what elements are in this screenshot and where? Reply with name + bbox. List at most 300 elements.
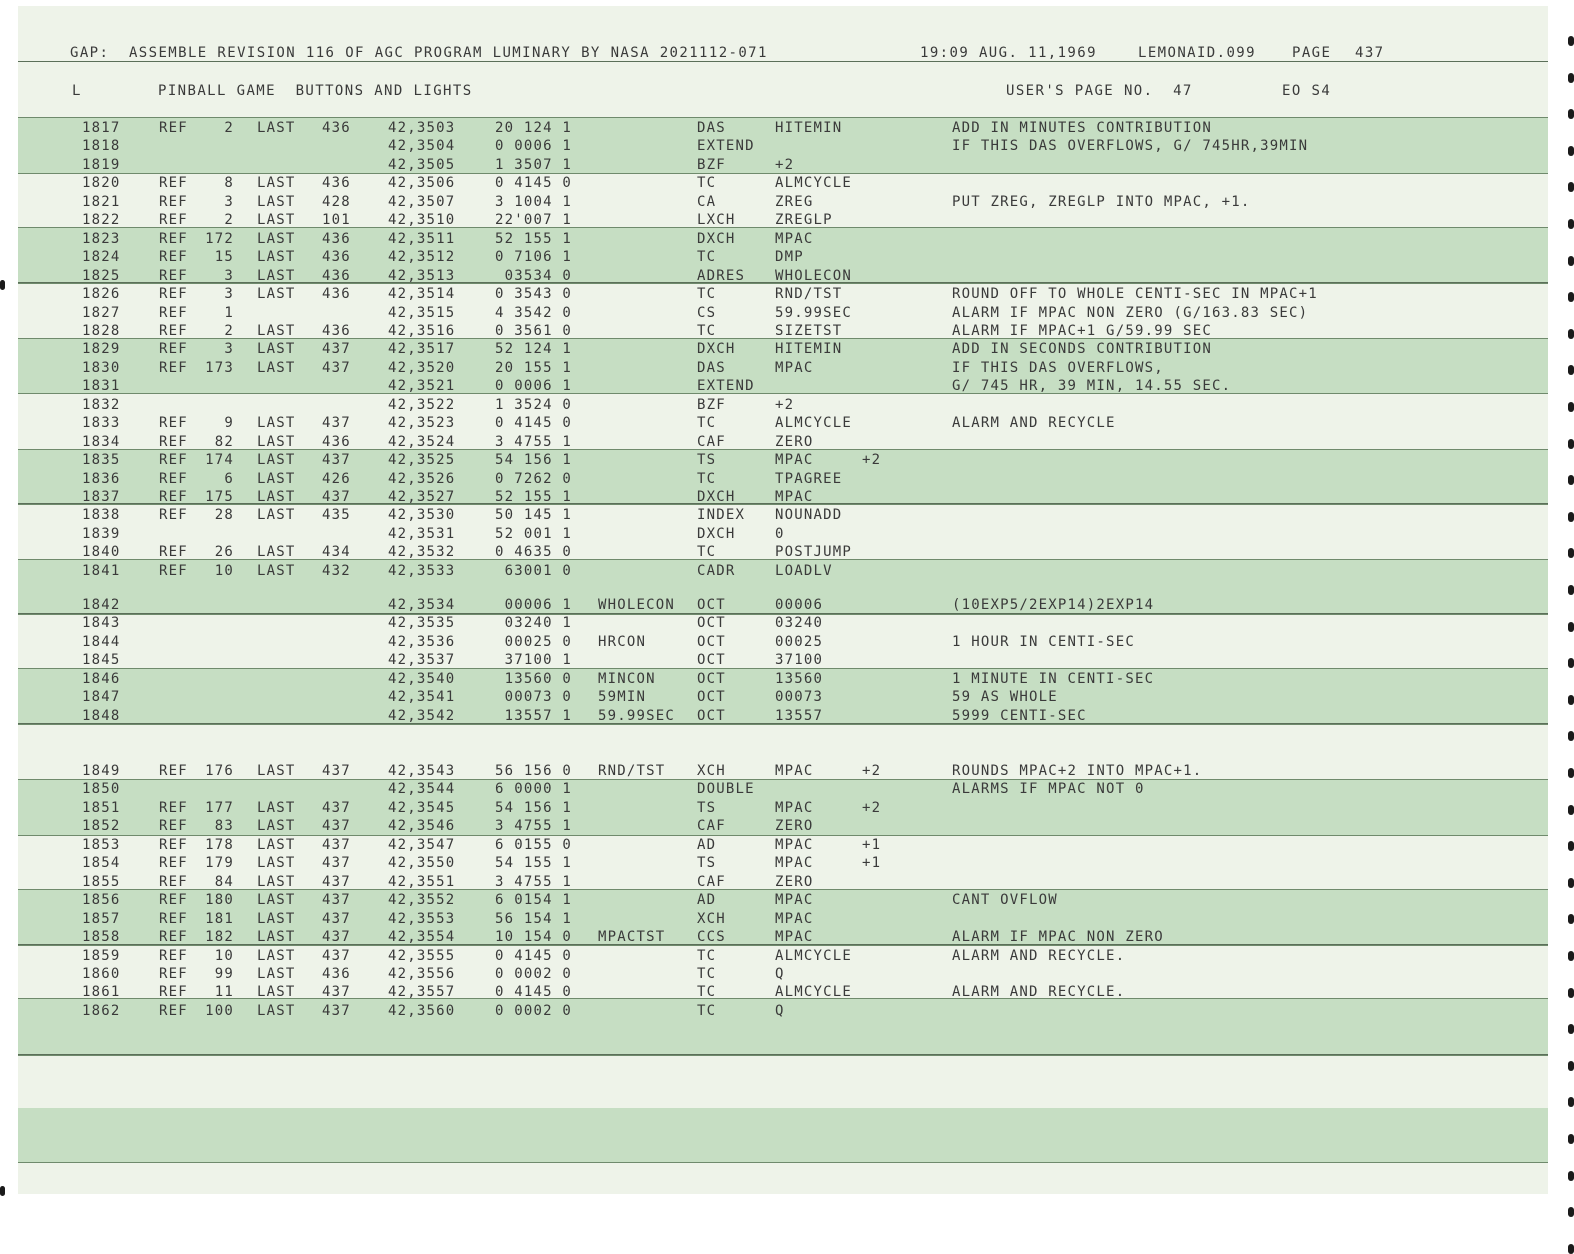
cell-rn: 177 [205,799,234,816]
cell-op: OCT [697,652,726,669]
cell-line: 1844 [82,633,121,650]
cell-rn: 3 [224,341,234,358]
cell-addr: 42,3504 [388,138,456,155]
cell-rn: 3 [224,267,234,284]
users-page-number: USER'S PAGE NO. 47 [1006,83,1193,99]
cell-op: XCH [697,910,726,927]
cell-line: 1855 [82,873,121,890]
cell-rn: 179 [205,855,234,872]
cell-operand: MPAC [775,230,814,247]
cell-op: DOUBLE [697,781,755,798]
cell-comment: ALARM IF MPAC+1 G/59.99 SEC [952,322,1212,339]
cell-code: 3 4755 1 [494,818,572,835]
listing-row [0,359,1574,377]
cell-code: 22'007 1 [494,212,572,229]
cell-op: DAS [697,120,726,136]
cell-rn: 83 [214,818,234,835]
cell-r: REF [159,892,188,909]
cell-l: LAST [257,984,296,1001]
cell-r: REF [159,507,188,524]
listing-row [0,137,1574,155]
tractor-hole [1568,475,1574,485]
cell-op: TC [697,249,717,266]
cell-operand: ALMCYCLE [775,175,853,192]
cell-rn: 3 [224,193,234,210]
cell-op: DXCH [697,230,736,247]
cell-line: 1860 [82,965,121,982]
tractor-hole [1568,512,1574,522]
cell-comment: ALARMS IF MPAC NOT 0 [952,781,1145,798]
cell-comment: 5999 CENTI-SEC [952,707,1087,724]
cell-operand: 00073 [775,689,824,706]
cell-label: WHOLECON [598,597,676,613]
cell-operand: RND/TST [775,286,843,303]
cell-r: REF [159,267,188,284]
cell-operand: WHOLECON [775,267,853,284]
cell-lp: 437 [322,1002,351,1019]
cell-rn: 182 [205,929,234,946]
cell-line: 1825 [82,267,121,284]
cell-operand: ZERO [775,433,814,450]
tractor-hole [1568,951,1574,961]
cell-code: 52 001 1 [494,525,572,542]
tractor-hole [1568,1207,1574,1217]
cell-comment: ALARM AND RECYCLE. [952,984,1126,1001]
cell-addr: 42,3506 [388,175,456,192]
cell-label: MINCON [598,670,656,687]
tractor-hole [1568,1171,1574,1181]
cell-addr: 42,3521 [388,378,456,395]
cell-op: XCH [697,763,726,779]
cell-line: 1824 [82,249,121,266]
cell-line: 1834 [82,433,121,450]
cell-operand: ZREG [775,193,814,210]
cell-l: LAST [257,286,296,303]
cell-line: 1828 [82,322,121,339]
cell-operand: MPAC [775,799,814,816]
cell-line: 1861 [82,984,121,1001]
cell-operand: MPAC [775,929,814,946]
cell-op: TC [697,322,717,339]
tractor-hole [1568,292,1574,302]
cell-line: 1850 [82,781,121,798]
cell-addr: 42,3555 [388,947,456,964]
cell-l: LAST [257,562,296,579]
cell-op: OCT [697,689,726,706]
cell-line: 1821 [82,193,121,210]
listing-row [0,433,1574,451]
cell-addr: 42,3513 [388,267,456,284]
cell-addr: 42,3556 [388,965,456,982]
cell-rn: 10 [214,947,234,964]
listing-row [0,174,1574,192]
cell-r: REF [159,359,188,376]
cell-operand: 00025 [775,633,824,650]
cell-line: 1830 [82,359,121,376]
cell-code: 20 155 1 [494,359,572,376]
cell-lp: 437 [322,855,351,872]
cell-mod: +1 [862,855,882,872]
cell-line: 1818 [82,138,121,155]
print-date: 19:09 AUG. 11,1969 [920,45,1097,61]
cell-l: LAST [257,763,296,779]
listing-row [0,322,1574,340]
cell-addr: 42,3532 [388,544,456,561]
listing-row [0,451,1574,469]
cell-line: 1853 [82,836,121,853]
listing-row [0,285,1574,303]
cell-addr: 42,3551 [388,873,456,890]
cell-lp: 428 [322,193,351,210]
cell-operand: Q [775,965,785,982]
cell-r: REF [159,929,188,946]
cell-line: 1817 [82,120,121,136]
cell-l: LAST [257,836,296,853]
cell-r: REF [159,175,188,192]
cell-code: 0 0002 0 [494,965,572,982]
listing-row [0,488,1574,506]
cell-op: DXCH [697,341,736,358]
cell-operand: ZREGLP [775,212,833,229]
cell-comment: ADD IN MINUTES CONTRIBUTION [952,120,1212,136]
cell-comment: ALARM AND RECYCLE [952,415,1116,432]
cell-line: 1859 [82,947,121,964]
cell-lp: 437 [322,910,351,927]
cell-l: LAST [257,433,296,450]
cell-op: CADR [697,562,736,579]
listing-row [0,836,1574,854]
cell-addr: 42,3531 [388,525,456,542]
cell-addr: 42,3507 [388,193,456,210]
cell-comment: 59 AS WHOLE [952,689,1058,706]
cell-l: LAST [257,910,296,927]
cell-addr: 42,3536 [388,633,456,650]
cell-addr: 42,3534 [388,597,456,613]
cell-code: 0 3543 0 [494,286,572,303]
cell-addr: 42,3505 [388,156,456,173]
cell-l: LAST [257,1002,296,1019]
cell-code: 6 0155 0 [494,836,572,853]
cell-r: REF [159,470,188,487]
cell-line: 1822 [82,212,121,229]
tractor-hole [1568,1024,1574,1034]
listing-row [0,525,1574,543]
cell-r: REF [159,562,188,579]
cell-l: LAST [257,929,296,946]
listing-row [0,688,1574,706]
cell-lp: 436 [322,175,351,192]
cell-line: 1856 [82,892,121,909]
cell-lp: 437 [322,452,351,469]
cell-addr: 42,3553 [388,910,456,927]
cell-code: 63001 0 [504,562,572,579]
tractor-hole [1568,731,1574,741]
cell-comment: 1 MINUTE IN CENTI-SEC [952,670,1155,687]
section-letter: L [72,83,82,99]
cell-rn: 181 [205,910,234,927]
listing-row [0,707,1574,725]
listing-row [0,873,1574,891]
cell-line: 1846 [82,670,121,687]
tractor-hole [1568,914,1574,924]
cell-op: LXCH [697,212,736,229]
cell-lp: 436 [322,249,351,266]
cell-code: 00073 0 [504,689,572,706]
file-id: LEMONAID.099 [1138,45,1256,61]
cell-l: LAST [257,193,296,210]
cell-l: LAST [257,322,296,339]
cell-op: TC [697,470,717,487]
cell-code: 3 4755 1 [494,873,572,890]
cell-operand: NOUNADD [775,507,843,524]
cell-lp: 437 [322,836,351,853]
cell-op: DXCH [697,525,736,542]
cell-lp: 437 [322,763,351,779]
cell-lp: 437 [322,489,351,505]
cell-operand: 13560 [775,670,824,687]
cell-line: 1835 [82,452,121,469]
cell-comment: G/ 745 HR, 39 MIN, 14.55 SEC. [952,378,1232,395]
cell-op: OCT [697,597,726,613]
cell-code: 0 4145 0 [494,415,572,432]
listing-row [0,543,1574,561]
cell-comment: ROUND OFF TO WHOLE CENTI-SEC IN MPAC+1 [952,286,1318,303]
cell-rn: 173 [205,359,234,376]
cell-addr: 42,3520 [388,359,456,376]
cell-comment: 1 HOUR IN CENTI-SEC [952,633,1135,650]
cell-label: MPACTST [598,929,666,946]
cell-l: LAST [257,892,296,909]
cell-comment: ALARM IF MPAC NON ZERO [952,929,1164,946]
cell-addr: 42,3530 [388,507,456,524]
cell-lp: 432 [322,562,351,579]
listing-row [0,211,1574,229]
cell-lp: 436 [322,230,351,247]
tractor-hole [1568,658,1574,668]
cell-code: 0 4145 0 [494,984,572,1001]
cell-op: EXTEND [697,138,755,155]
tractor-hole [1568,1061,1574,1071]
cell-code: 1 3524 0 [494,396,572,413]
cell-operand: SIZETST [775,322,843,339]
cell-line: 1833 [82,415,121,432]
listing-row [0,817,1574,835]
cell-operand: 37100 [775,652,824,669]
page-number: 437 [1355,45,1385,61]
cell-label: HRCON [598,633,647,650]
cell-l: LAST [257,452,296,469]
cell-op: TC [697,544,717,561]
cell-rn: 178 [205,836,234,853]
cell-addr: 42,3557 [388,984,456,1001]
cell-r: REF [159,910,188,927]
cell-op: OCT [697,615,726,632]
cell-operand: ALMCYCLE [775,415,853,432]
cell-op: TC [697,965,717,982]
listing-row [0,248,1574,266]
cell-op: DAS [697,359,726,376]
cell-r: REF [159,212,188,229]
tractor-hole [1568,695,1574,705]
cell-op: DXCH [697,489,736,505]
cell-rn: 26 [214,544,234,561]
cell-op: TC [697,286,717,303]
listing-row [0,230,1574,248]
cell-line: 1849 [82,763,121,779]
cell-op: BZF [697,396,726,413]
cell-addr: 42,3533 [388,562,456,579]
cell-r: REF [159,965,188,982]
cell-addr: 42,3543 [388,763,456,779]
cell-op: ADRES [697,267,746,284]
cell-line: 1837 [82,489,121,505]
tractor-hole [1568,805,1574,815]
cell-r: REF [159,763,188,779]
tractor-hole [1568,622,1574,632]
tractor-hole [1568,182,1574,192]
cell-op: TC [697,175,717,192]
cell-line: 1841 [82,562,121,579]
cell-operand: +2 [775,156,795,173]
cell-operand: TPAGREE [775,470,843,487]
cell-comment: ADD IN SECONDS CONTRIBUTION [952,341,1212,358]
cell-code: 0 0006 1 [494,138,572,155]
cell-op: TC [697,947,717,964]
cell-l: LAST [257,799,296,816]
cell-addr: 42,3512 [388,249,456,266]
cell-rn: 172 [205,230,234,247]
cell-code: 54 156 1 [494,452,572,469]
listing-row [0,651,1574,669]
cell-rn: 2 [224,120,234,136]
cell-r: REF [159,304,188,321]
cell-rn: 84 [214,873,234,890]
cell-code: 54 156 1 [494,799,572,816]
cell-line: 1826 [82,286,121,303]
cell-op: CAF [697,873,726,890]
cell-mod: +2 [862,763,882,779]
listing-row [0,193,1574,211]
cell-l: LAST [257,249,296,266]
cell-code: 03240 1 [504,615,572,632]
cell-lp: 436 [322,433,351,450]
cell-code: 3 4755 1 [494,433,572,450]
tractor-hole [1568,329,1574,339]
cell-operand: MPAC [775,763,814,779]
cell-operand: LOADLV [775,562,833,579]
cell-lp: 437 [322,873,351,890]
cell-operand: 13557 [775,707,824,724]
cell-code: 0 4145 0 [494,947,572,964]
cell-line: 1848 [82,707,121,724]
cell-lp: 437 [322,892,351,909]
cell-l: LAST [257,212,296,229]
cell-code: 4 3542 0 [494,304,572,321]
cell-lp: 437 [322,929,351,946]
listing-row [0,396,1574,414]
cell-comment: ALARM IF MPAC NON ZERO (G/163.83 SEC) [952,304,1309,321]
tractor-hole [1568,439,1574,449]
cell-op: OCT [697,707,726,724]
cell-l: LAST [257,230,296,247]
cell-addr: 42,3547 [388,836,456,853]
listing-row [0,983,1574,1001]
cell-operand: MPAC [775,836,814,853]
cell-l: LAST [257,507,296,524]
cell-code: 20 124 1 [494,120,572,136]
footer-band [18,1108,1548,1163]
cell-code: 0 0006 1 [494,378,572,395]
cell-lp: 436 [322,322,351,339]
cell-rn: 15 [214,249,234,266]
tractor-hole [0,280,5,290]
cell-l: LAST [257,818,296,835]
cell-r: REF [159,433,188,450]
cell-addr: 42,3546 [388,818,456,835]
cell-code: 52 124 1 [494,341,572,358]
cell-rn: 8 [224,175,234,192]
tractor-hole [1568,1134,1574,1144]
cell-op: BZF [697,156,726,173]
cell-r: REF [159,799,188,816]
cell-comment: (10EXP5/2EXP14)2EXP14 [952,597,1155,613]
listing-row [0,119,1574,137]
listing-row [0,1002,1574,1020]
cell-lp: 437 [322,818,351,835]
cell-l: LAST [257,415,296,432]
cell-addr: 42,3541 [388,689,456,706]
listing-row [0,780,1574,798]
cell-addr: 42,3522 [388,396,456,413]
cell-lp: 437 [322,415,351,432]
cell-op: TS [697,855,717,872]
cell-operand: MPAC [775,892,814,909]
cell-addr: 42,3503 [388,120,456,136]
cell-code: 56 154 1 [494,910,572,927]
cell-operand: MPAC [775,359,814,376]
tractor-hole [0,1186,5,1196]
cell-op: CAF [697,433,726,450]
cell-code: 00006 1 [504,597,572,613]
cell-r: REF [159,193,188,210]
cell-op: TS [697,452,717,469]
cell-rn: 2 [224,322,234,339]
cell-addr: 42,3511 [388,230,456,247]
tractor-hole [1568,365,1574,375]
cell-line: 1843 [82,615,121,632]
cell-op: OCT [697,670,726,687]
listing-row [0,928,1574,946]
listing-row [0,596,1574,614]
cell-operand: ZERO [775,873,814,890]
cell-l: LAST [257,855,296,872]
cell-op: OCT [697,633,726,650]
cell-operand: HITEMIN [775,341,843,358]
cell-line: 1836 [82,470,121,487]
cell-rn: 1 [224,304,234,321]
cell-code: 0 7262 0 [494,470,572,487]
listing-row [0,910,1574,928]
cell-line: 1858 [82,929,121,946]
cell-code: 6 0154 1 [494,892,572,909]
cell-line: 1819 [82,156,121,173]
cell-line: 1862 [82,1002,121,1019]
cell-operand: MPAC [775,489,814,505]
cell-lp: 437 [322,799,351,816]
cell-rn: 2 [224,212,234,229]
cell-rn: 10 [214,562,234,579]
cell-lp: 436 [322,267,351,284]
